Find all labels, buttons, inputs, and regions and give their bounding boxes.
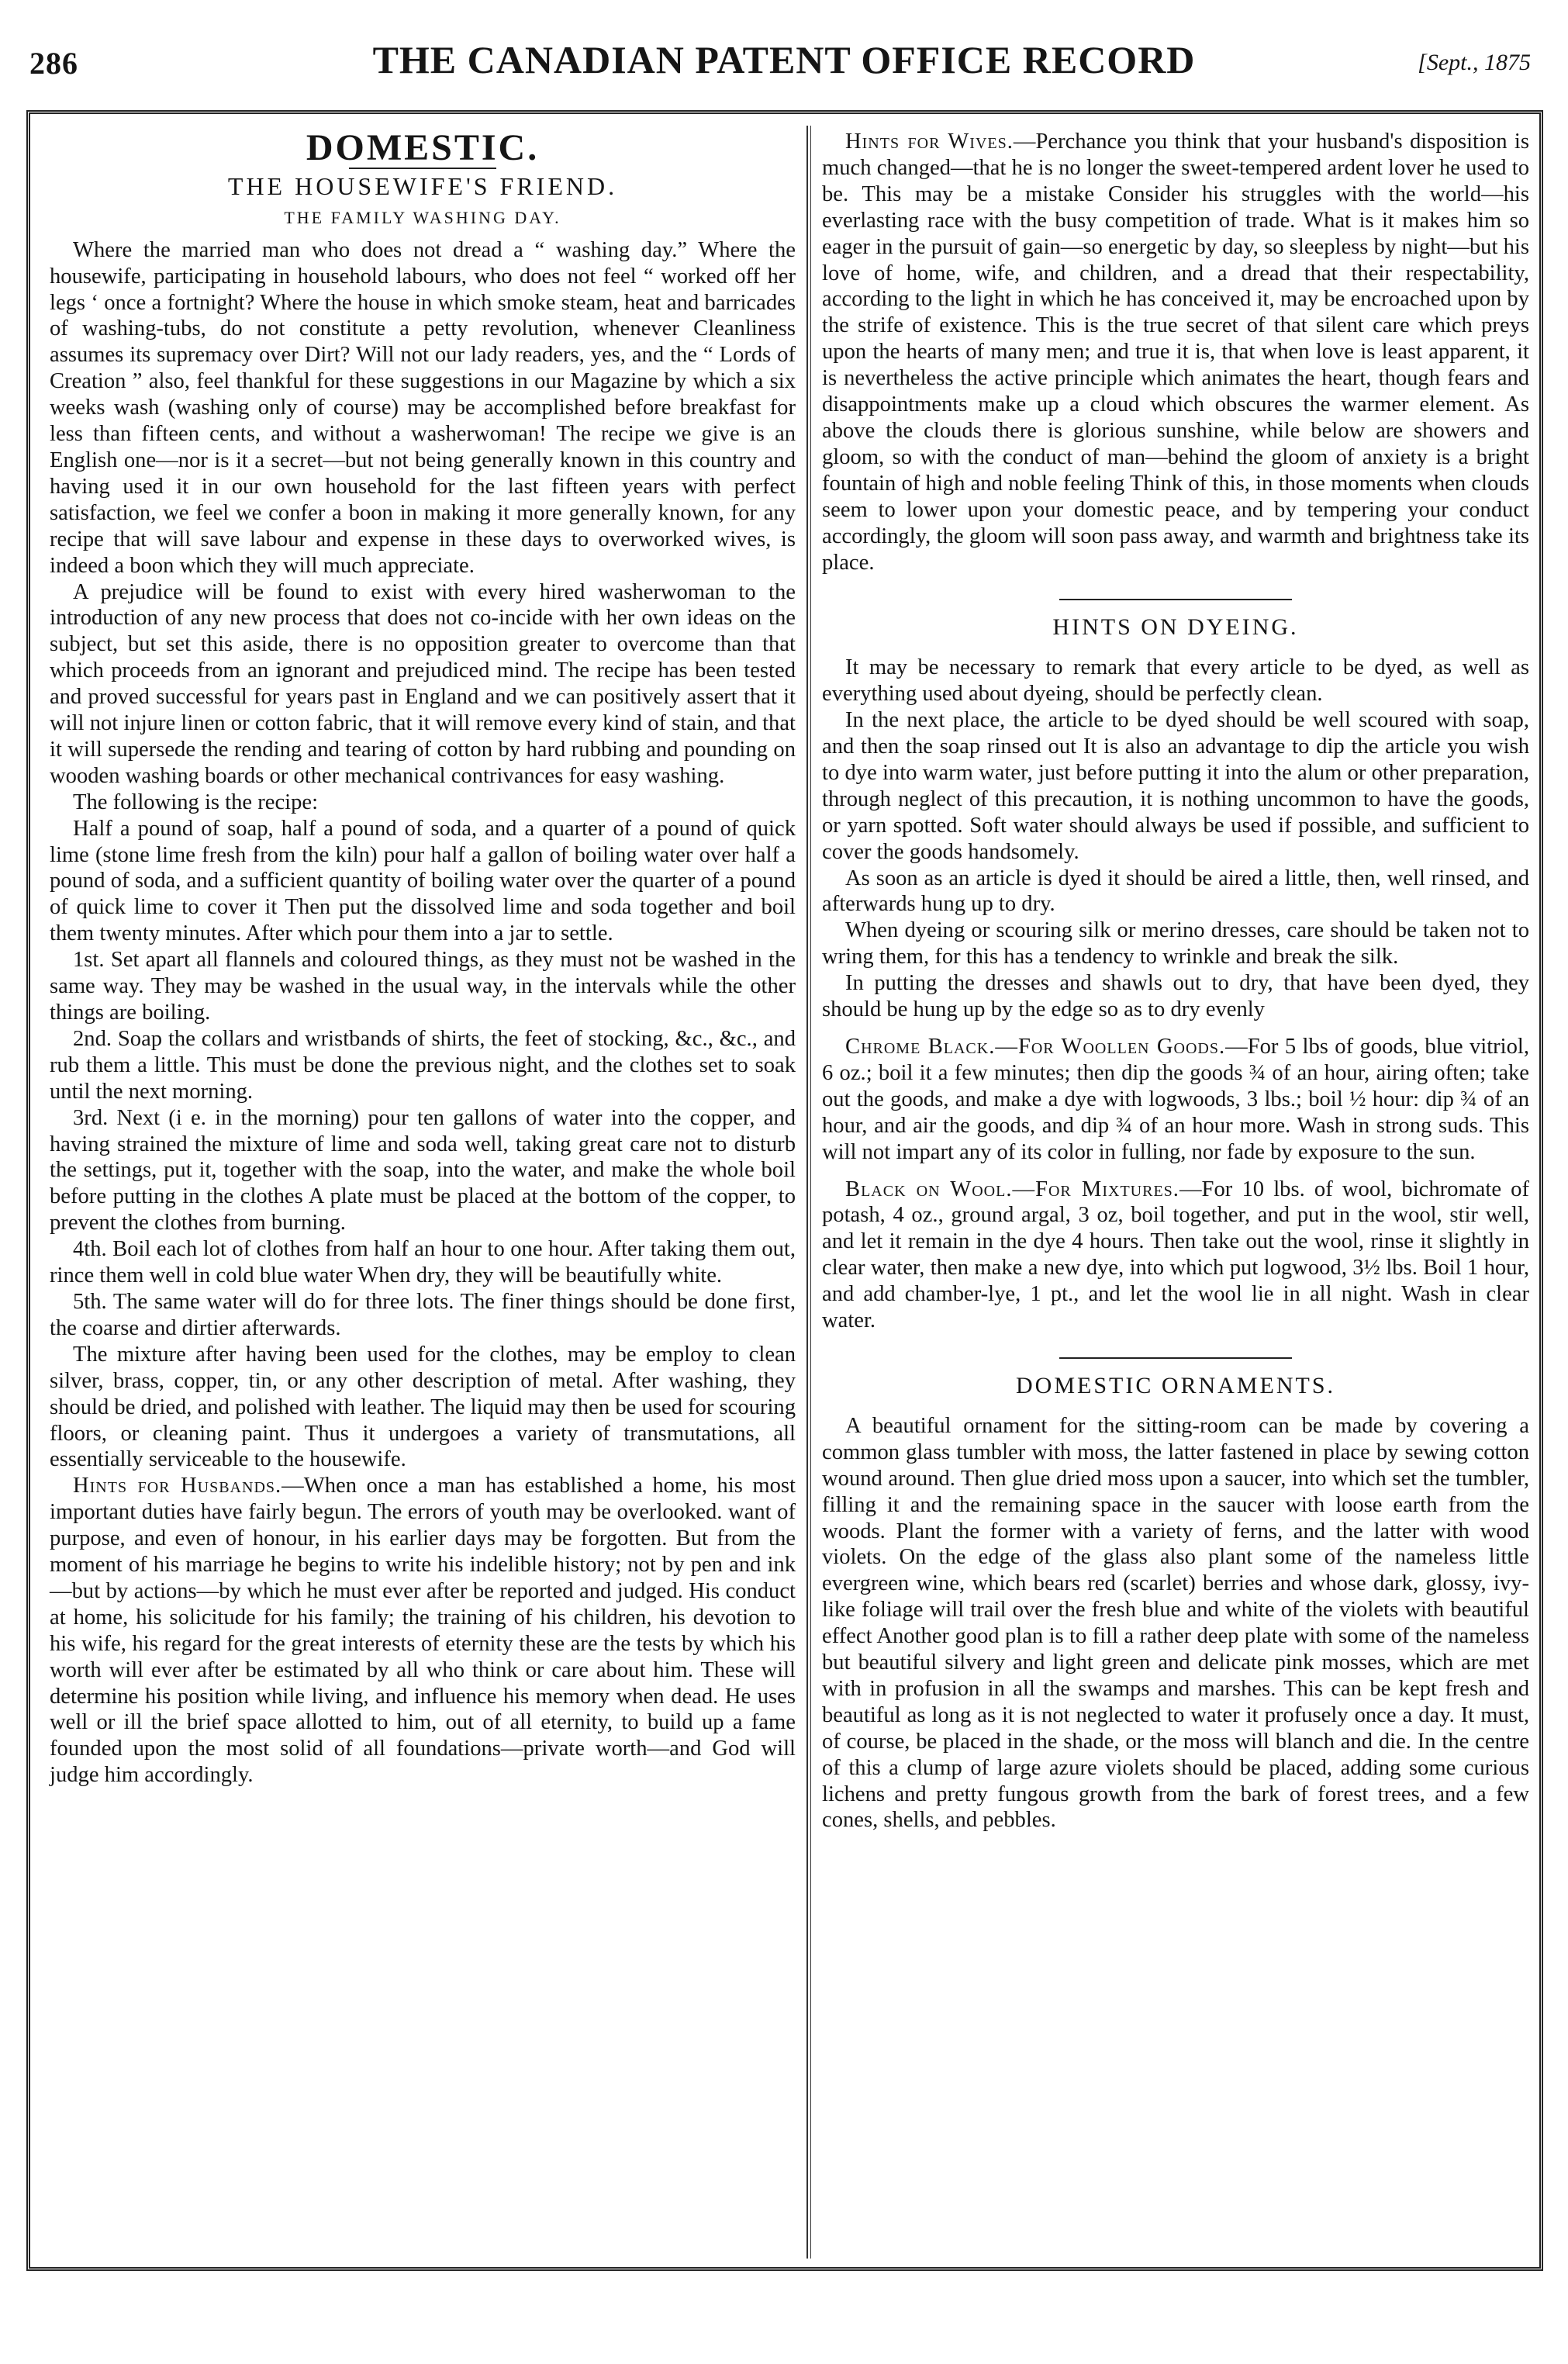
- paragraph: 1st. Set apart all flannels and coloured things, as they must not be washed in the same way. They may be washed in the usual way, in the intervals while the other things are boiling.: [50, 948, 796, 1025]
- article-subtitle: THE FAMILY WASHING DAY.: [284, 207, 561, 227]
- paragraph: 4th. Boil each lot of clothes from half an hour to one hour. After taking them out, rince them well in cold blue water When dry, they will be beautifully white.: [50, 1237, 796, 1288]
- run-in-heading: Hints for Wives.: [845, 130, 1014, 154]
- spacer: [822, 1023, 1529, 1034]
- paragraph: The mixture after having been used for the clothes, may be employ to clean silver, brass, copper, tin, or any other description of metal. After washing, they should be dried, and polished with leather. The liquid may then be used for scouring floors, or cleaning paint. Thus it undergoes a variety of transmutations, all essentially serviceable to the housewife.: [50, 1342, 796, 1472]
- chrome-black: [822, 1034, 1529, 1166]
- run-in-heading: Chrome Black.—For Woollen Goods.: [845, 1035, 1226, 1059]
- paragraph: When dyeing or scouring silk or merino dresses, care should be taken not to wring them, for this has a tendency to wrinkle and break the silk.: [822, 918, 1529, 969]
- subheading-ornaments: DOMESTIC ORNAMENTS.: [1015, 1372, 1336, 1398]
- section-title: DOMESTIC.: [306, 127, 540, 168]
- subheading-dyeing: HINTS ON DYEING.: [1052, 614, 1299, 641]
- paragraph: In putting the dresses and shawls out to dry, that have been dyed, they should be hung up by the edge so as to dry evenly: [822, 971, 1529, 1022]
- paragraph: It may be necessary to remark that every article to be dyed, as well as everything used about dyeing, should be perfectly clean.: [822, 655, 1529, 707]
- paragraph-body: —For 5 lbs of goods, blue vitriol, 6 oz.; boil it a few minutes; then dip the goods ¾ of an hour, airing often; take out the goods, and make a dye with logwoods, 3 lbs.; boil ½ hour: dip ¾ of an hour, and air the goods, and dip ¾ of an hour more. Wash in strong suds. This will not impart any of its color in fulling, nor fade by exposure to the sun.: [822, 1035, 1529, 1164]
- page-header: [0, 34, 1568, 88]
- column-divider: [806, 126, 811, 2259]
- paragraph: A beautiful ornament for the sitting-room can be made by covering a common glass tumbler with moss, the latter fastened in place by sewing cotton wound around. Then glue dried moss upon a saucer, into which set the tumbler, filling it and the remaining space in the saucer with loose earth from the woods. Plant the former with a variety of ferns, and the latter with wood violets. On the edge of the glass also plant some of the nameless little evergreen wine, which bears red (scarlet) berries and whose dark, glossy, ivy-like foliage will trail over the fresh blue and white of the violets with beautiful effect Another good plan is to fill a rather deep plate with some of the nameless but beautiful silvery and light green and delicate pink mosses, which are met with in profusion in all the swamps and marshes. This can be kept fresh and beautiful as long as it is not neglected to water it profusely once a day. It must, of course, be placed in the shade, or the moss will blanch and die. In the centre of this a clump of large azure violets should be placed, adding some curious lichens and pretty fungous growth from the bark of forest trees, and a few cones, shells, and pebbles.: [822, 1413, 1529, 1833]
- section-rule: [1059, 599, 1292, 600]
- article-title: THE HOUSEWIFE'S FRIEND.: [227, 171, 618, 200]
- spacer: [822, 1166, 1529, 1177]
- journal-title: THE CANADIAN PATENT OFFICE RECORD: [372, 38, 1196, 81]
- paragraph: 2nd. Soap the collars and wristbands of shirts, the feet of stocking, &c., &c., and rub them a little. This must be done the previous night, and the clothes set to soak until the next morning.: [50, 1026, 796, 1104]
- paragraph: In the next place, the article to be dyed should be well scoured with soap, and then the soap rinsed out It is also an advantage to dip the article you wish to dye into warm water, just before putting it into the alum or other preparation, through neglect of this precaution, it is nothing uncommon to have the goods, or yarn spotted. Soft water should always be used if possible, and sufficient to cover the goods handsomely.: [822, 708, 1529, 864]
- paragraph-body: —Perchance you think that your husband's disposition is much changed—that he is no longer the sweet-tempered ardent lover he used to be. This may be a mistake Consider his struggles with the world—his everlasting race with the busy competition of trade. What is it makes him so eager in the pursuit of gain—so energetic by day, so sleepless by night—but his love of home, wife, and children, and a dread that their respectability, according to the light in which he has conceived it, may be encroached upon by the strife of existence. This is the true secret of that silent care which preys upon the hearts of many men; and true it is, that when love is least apparent, it is nevertheless the active principle which animates the heart, though fears and disappointments make up a cloud which obscures the warmer element. As above the clouds there is glorious sunshine, while below are showers and gloom, so with the conduct of man—behind the gloom of anxiety is a bright fountain of high and noble feeling Think of this, in those moments when clouds seem to lower upon your domestic peace, and by tempering your conduct accordingly, the gloom will soon pass away, and warmth and brightness take its place.: [822, 130, 1529, 575]
- hints-for-husbands: [50, 1473, 796, 1789]
- run-in-heading: Hints for Husbands.: [73, 1474, 282, 1498]
- paragraph: As soon as an article is dyed it should be aired a little, then, well rinsed, and afterwards hung up to dry.: [822, 866, 1529, 917]
- paragraph: 3rd. Next (i e. in the morning) pour ten gallons of water into the copper, and having strained the mixture of lime and soda well, taking great care not to disturb the settings, put it, together with the soap, into the water, and make the whole boil before putting in the clothes A plate must be placed at the bottom of the copper, to prevent the clothes from burning.: [50, 1105, 796, 1236]
- black-on-wool: [822, 1177, 1529, 1334]
- paragraph: Where the married man who does not dread a “ washing day.” Where the housewife, participating in household labours, who does not feel “ worked off her legs ‘ once a fortnight? Where the house in which smoke steam, heat and barricades of washing-tubs, do not constitute a petty revolution, whenever Cleanliness assumes its supremacy over Dirt? Will not our lady readers, yes, and the “ Lords of Creation ” also, feel thankful for these suggestions in our Magazine by which a six weeks wash (washing only of course) may be accomplished before breakfast for less than fifteen cents, and without a washerwoman! The recipe we give is an English one—nor is it a secret—but not being generally known in this country and having used it in our own household for the last fifteen years with perfect satisfaction, we feel we confer a boon in making it more generally known, for any recipe that will save labour and expense in these days to overworked wives, is indeed a boon which they will much appreciate.: [50, 237, 796, 578]
- left-column: [50, 129, 796, 1789]
- right-column: [822, 129, 1529, 1833]
- paragraph: 5th. The same water will do for three lots. The finer things should be done first, the coarse and dirtier afterwards.: [50, 1289, 796, 1340]
- hints-for-wives: [822, 129, 1529, 575]
- section-rule: [1059, 1357, 1292, 1359]
- page-number: 286: [29, 46, 78, 81]
- paragraph: The following is the recipe:: [73, 790, 319, 814]
- paragraph: Half a pound of soap, half a pound of soda, and a quarter of a pound of quick lime (stone lime fresh from the kiln) pour half a gallon of boiling water over half a pound of soda, and a sufficient quantity of boiling water over the quarter of a pound of quick lime to cover it Then put the dissolved lime and soda together and boil them twenty minutes. After which pour them into a jar to settle.: [50, 816, 796, 946]
- issue-date: [Sept., 1875: [1418, 50, 1531, 75]
- paragraph-body: —For 10 lbs. of wool, bichromate of potash, 4 oz., ground argal, 3 oz, boil together, and put in the wool, stir well, and let it remain in the dye 4 hours. Then take out the wool, rinse it slightly in clear water, then make a new dye, into which put logwood, 3½ lbs. Boil 1 hour, and add chamber-lye, 1 pt., and let the wool lie in all night. Wash in clear water.: [822, 1177, 1530, 1333]
- paragraph-body: —When once a man has established a home, his most important duties have fairly begun. The errors of youth may be overlooked. want of purpose, and even of honour, in his earlier days may be forgotten. But from the moment of his marriage he begins to write his indelible history; not by pen and ink—but by actions—by which he must ever after be reported and judged. His conduct at home, his solicitude for his family; the training of his children, his devotion to his wife, his regard for the great interests of eternity these are the tests by which his worth will ever after be estimated by all who think or care about him. These will determine his position while living, and influence his memory when dead. He uses well or ill the brief space allotted to him, out of all eternity, to build up a fame founded upon the most solid of all foundations—private worth—and God will judge him accordingly.: [50, 1474, 796, 1788]
- run-in-heading: Black on Wool.—For Mixtures.: [845, 1177, 1179, 1201]
- paragraph: A prejudice will be found to exist with every hired washerwoman to the introduction of any new process that does not co-incide with her own ideas on the subject, but set this aside, there is no opposition greater to overcome than that which proceeds from an ignorant and prejudiced mind. The recipe has been tested and proved successful for years past in England and we can positively assert that it will not injure linen or cotton fabric, that it will remove every kind of stain, and that it will supersede the rending and tearing of cotton by hard rubbing and pounding on wooden washing boards or other mechanical contrivances for easy washing.: [50, 579, 796, 788]
